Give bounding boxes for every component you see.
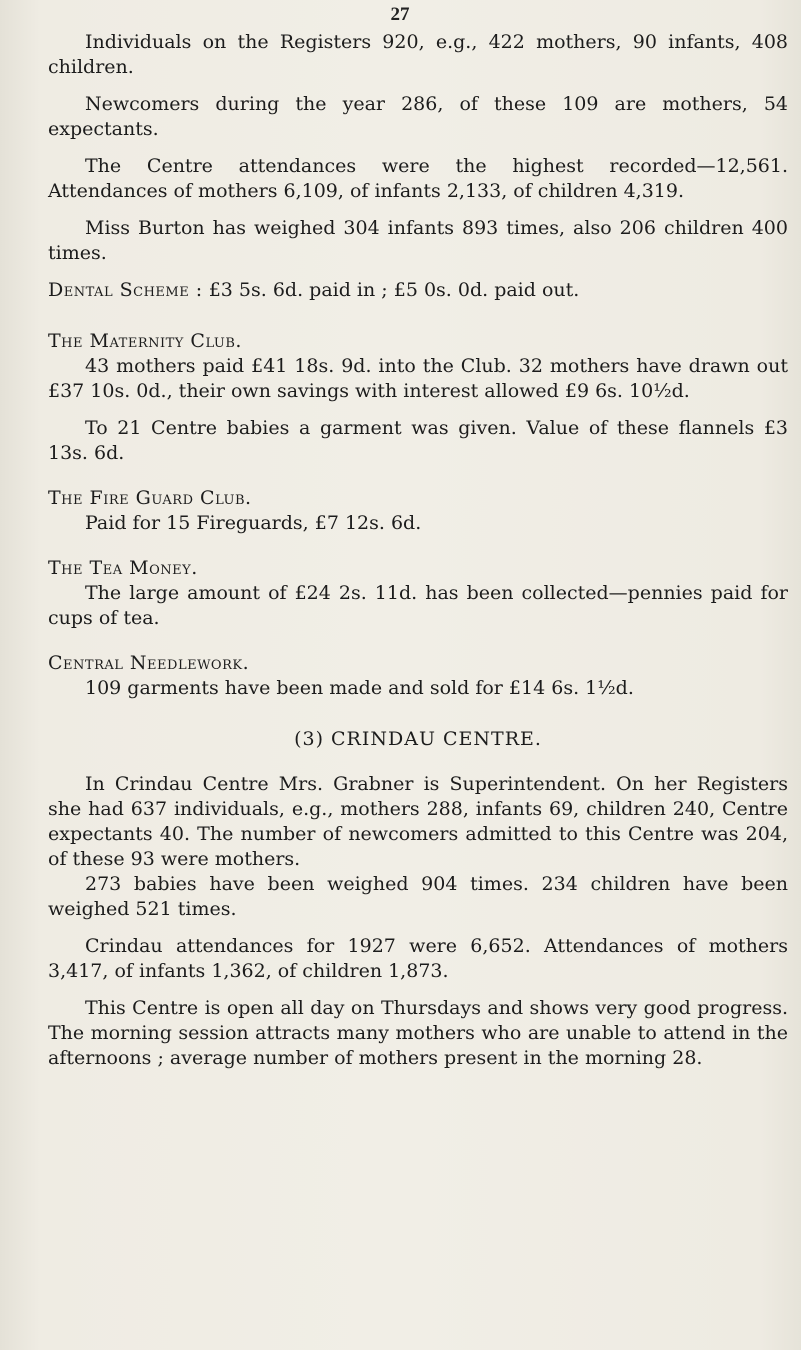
fire-guard-club-heading: The Fire Guard Club. [48, 487, 252, 509]
newcomers-paragraph: Newcomers during the year 286, of these 109 are mothers, 54 expectants. [48, 93, 788, 140]
maternity-club-paragraph-1: 43 mothers paid £41 18s. 9d. into the Club. 32 mothers have drawn out £37 10s. 0d., their own savings with interest allowed £9 6s. 10½d. [48, 355, 788, 402]
dental-scheme-heading: Dental Scheme : [48, 279, 203, 301]
maternity-club-paragraph-2: To 21 Centre babies a garment was given. Value of these flannels £3 13s. 6d. [48, 417, 788, 464]
dental-scheme-text: £3 5s. 6d. paid in ; £5 0s. 0d. paid out. [208, 279, 580, 301]
page-number: 27 [390, 4, 410, 25]
registers-paragraph: Individuals on the Registers 920, e.g., 422 mothers, 90 infants, 408 children. [48, 31, 788, 78]
crindau-paragraph-1: In Crindau Centre Mrs. Grabner is Superintendent. On her Registers she had 637 individuals, e.g., mothers 288, infants 69, children 240, Centre expectants 40. The number of newcomers admitted to this Centre was 204, of these 93 were mothers. [48, 773, 788, 870]
tea-money-text: The large amount of £24 2s. 11d. has been collected—pennies paid for cups of tea. [48, 582, 788, 629]
fire-guard-club-text: Paid for 15 Fireguards, £7 12s. 6d. [85, 512, 422, 534]
crindau-paragraph-2: 273 babies have been weighed 904 times. 234 children have been weighed 521 times. [48, 873, 788, 920]
central-needlework-text: 109 garments have been made and sold for £14 6s. 1½d. [85, 677, 634, 699]
dental-scheme-line [48, 278, 788, 303]
central-needlework-heading: Central Needlework. [48, 652, 250, 674]
maternity-club-heading: The Maternity Club. [48, 330, 242, 352]
document-body [48, 30, 788, 1071]
attendances-paragraph: The Centre attendances were the highest recorded—12,561. Attendances of mothers 6,109, of infants 2,133, of children 4,319. [48, 155, 788, 202]
crindau-paragraph-4: This Centre is open all day on Thursdays and shows very good progress. The morning session attracts many mothers who are unable to attend in the afternoons ; average number of mothers present in the morning 28. [48, 997, 788, 1069]
crindau-paragraph-3: Crindau attendances for 1927 were 6,652. Attendances of mothers 3,417, of infants 1,362, of children 1,873. [48, 935, 788, 982]
weighed-paragraph: Miss Burton has weighed 304 infants 893 times, also 206 children 400 times. [48, 217, 788, 264]
crindau-centre-title: (3) CRINDAU CENTRE. [294, 728, 542, 750]
tea-money-heading: The Tea Money. [48, 557, 198, 579]
